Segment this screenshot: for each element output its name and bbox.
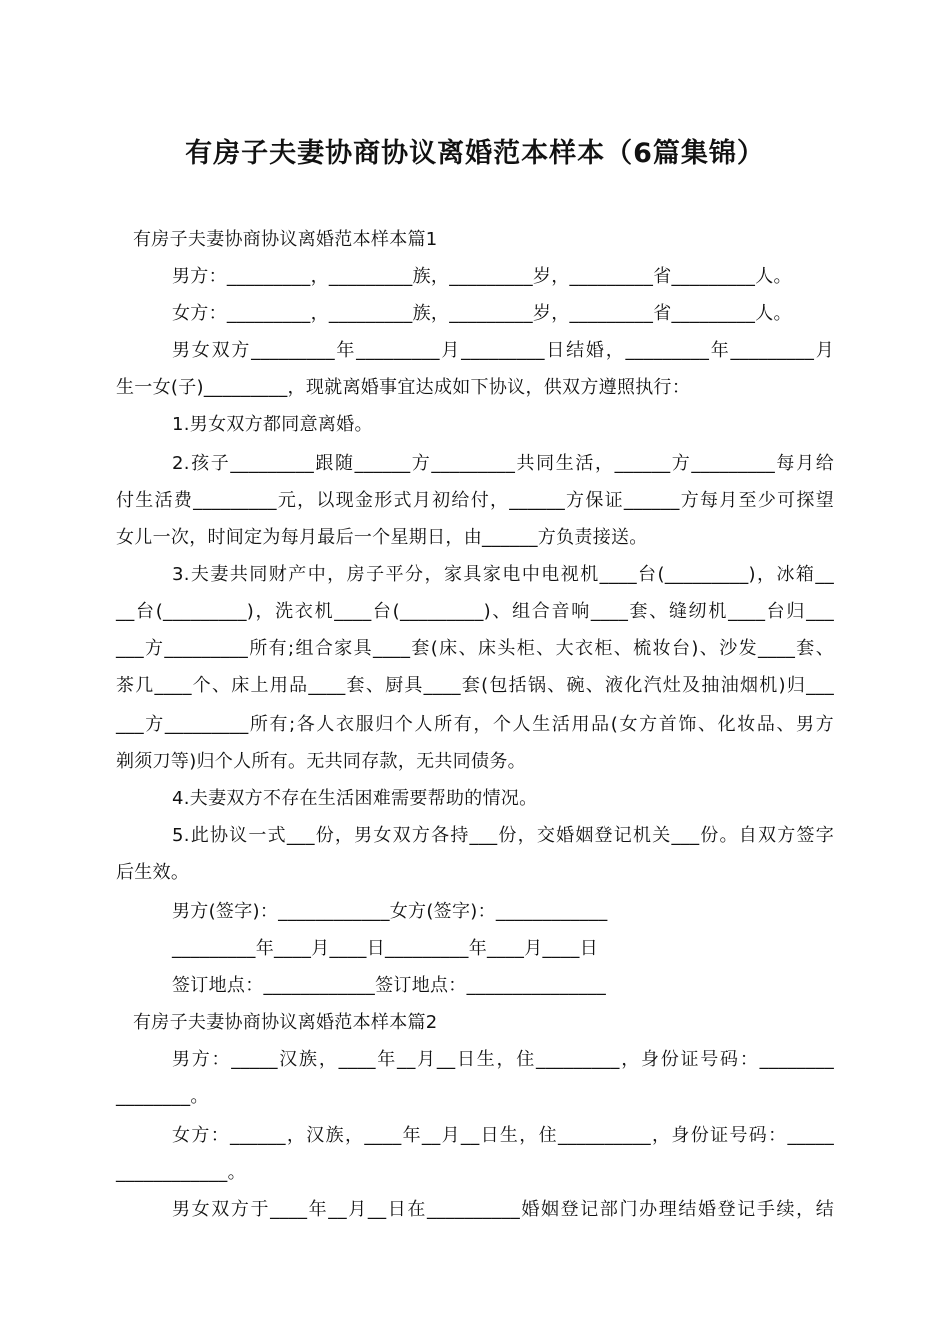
signing-place-line: 签订地点：____________签订地点：_______________ (172, 975, 607, 996)
section-heading-1: 有房子夫妻协商协议离婚范本样本篇1 (133, 229, 438, 250)
clause-3-line: __台(_________)，洗衣机____台(_________)、组合音响____套、缝纫机____台归___ (116, 601, 834, 622)
clause-3-line: ___方_________所有;组合家具____套(床、床头柜、大衣柜、梳妆台)、沙发____套、 (116, 638, 834, 659)
clause-2-line: 女儿一次，时间定为每月最后一个星期日，由______方负责接送。 (116, 527, 648, 548)
paragraph-line: ________。 (116, 1086, 209, 1107)
female-party-line: 女方：______，汉族，____年__月__日生，住__________，身份证号码：_____ (172, 1125, 834, 1146)
paragraph-line: ____________。 (116, 1162, 246, 1183)
date-line: _________年____月____日_________年____月____日 (172, 938, 598, 959)
document-title: 有房子夫妻协商协议离婚范本样本（6篇集锦） (185, 138, 765, 169)
clause-5-line: 后生效。 (116, 862, 190, 883)
clause-3-line: 剃须刀等)归个人所有。无共同存款，无共同债务。 (116, 751, 526, 772)
male-party-line: 男方：_____汉族，____年__月__日生，住_________，身份证号码：________ (172, 1049, 834, 1070)
paragraph-line: 男女双方_________年_________月_________日结婚，_________年_________月 (172, 340, 834, 361)
paragraph-line: 生一女(子)_________，现就离婚事宜达成如下协议，供双方遵照执行： (116, 377, 691, 398)
clause-2-line: 付生活费_________元，以现金形式月初给付，______方保证______方每月至少可探望 (116, 490, 834, 511)
clause-3-line: 3.夫妻共同财产中，房子平分，家具家电中电视机____台(_________)，冰箱__ (172, 564, 834, 585)
male-party-line: 男方：_________，_________族，_________岁，_________省_________人。 (172, 266, 792, 287)
signature-line: 男方(签字)：____________女方(签字)：____________ (172, 901, 608, 922)
clause-5-line: 5.此协议一式___份，男女双方各持___份，交婚姻登记机关___份。自双方签字 (172, 825, 834, 846)
clause-3-line: ___方_________所有;各人衣服归个人所有，个人生活用品(女方首饰、化妆品、男方 (116, 714, 834, 735)
section-heading-2: 有房子夫妻协商协议离婚范本样本篇2 (133, 1012, 438, 1033)
clause-3-line: 茶几____个、床上用品____套、厨具____套(包括锅、碗、液化汽灶及抽油烟机)归___ (116, 675, 834, 696)
clause-2-line: 2.孩子_________跟随______方_________共同生活，______方_________每月给 (172, 453, 834, 474)
clause-4: 4.夫妻双方不存在生活困难需要帮助的情况。 (172, 788, 538, 809)
female-party-line: 女方：_________，_________族，_________岁，_________省_________人。 (172, 303, 792, 324)
clause-1: 1.男女双方都同意离婚。 (172, 414, 373, 435)
paragraph-line: 男女双方于____年__月__日在__________婚姻登记部门办理结婚登记手续，结 (172, 1199, 834, 1220)
